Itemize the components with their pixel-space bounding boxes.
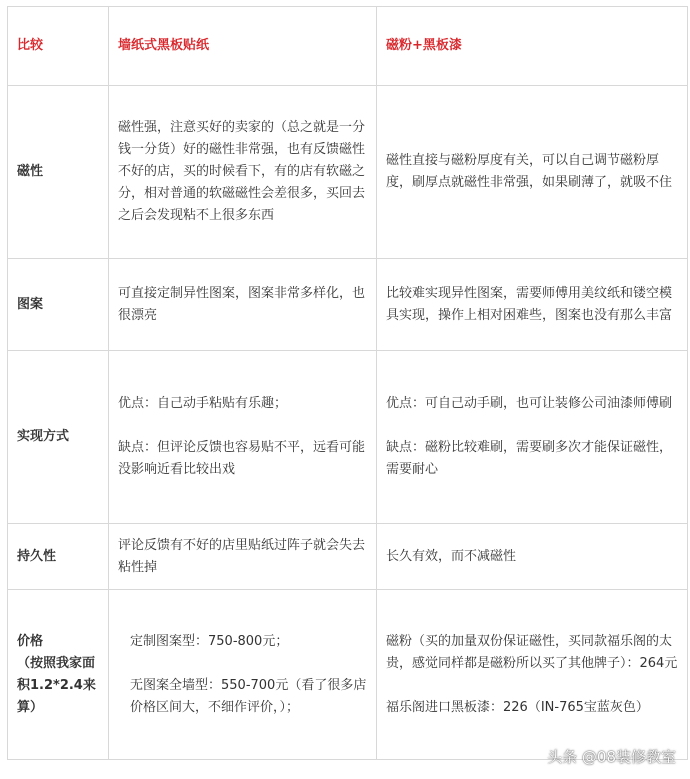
cell-sticker-magnetism <box>109 86 377 259</box>
header-row <box>8 7 688 86</box>
comparison-table <box>7 6 688 760</box>
row-magnetism <box>8 86 688 259</box>
cell-paint-durability <box>377 524 688 590</box>
row-method <box>8 351 688 524</box>
cell-sticker-method <box>109 351 377 524</box>
header-sticker: 墙纸式黑板贴纸 <box>109 7 377 86</box>
row-label-price <box>8 590 109 760</box>
row-label-pattern: 图案 <box>8 259 109 351</box>
cell-paint-pattern <box>377 259 688 351</box>
header-paint: 磁粉+黑板漆 <box>377 7 688 86</box>
cell-paint-magnetism <box>377 86 688 259</box>
row-durability <box>8 524 688 590</box>
row-price <box>8 590 688 760</box>
cell-text: 可直接定制异性图案，图案非常多样化，也很漂亮 <box>118 285 366 323</box>
cell-text: 优点：可自己动手刷，也可让装修公司油漆师傅刷 <box>386 396 673 411</box>
cell-text: 福乐阁进口黑板漆：226（IN-765宝蓝灰色） <box>386 699 649 715</box>
cell-paint-price <box>377 590 688 760</box>
cell-text: 优点：自己动手粘贴有乐趣； <box>118 396 288 411</box>
cell-text: 磁粉（买的加量双份保证磁性，买同款福乐阁的太贵，感觉同样都是磁粉所以买了其他牌子）：264元 <box>386 633 678 671</box>
cell-sticker-pattern <box>109 259 377 351</box>
cell-text: 磁性强，注意买好的卖家的（总之就是一分钱一分货）好的磁性非常强，也有反馈磁性不好的店，买的时候看下，有的店有软磁之分，相对普通的软磁磁性会差很多，买回去之后会发现粘不上很多东西 <box>118 120 366 223</box>
cell-text: 磁性直接与磁粉厚度有关，可以自己调节磁粉厚度，刷厚点就磁性非常强，如果刷薄了，就吸不住 <box>386 153 673 190</box>
cell-text: 缺点：磁粉比较难刷，需要刷多次才能保证磁性，需要耐心 <box>386 440 673 477</box>
row-label-method: 实现方式 <box>8 351 109 524</box>
cell-text: 长久有效，而不减磁性 <box>386 548 517 564</box>
row-label-durability: 持久性 <box>8 524 109 590</box>
cell-text: 定制图案型：750-800元； <box>130 633 289 649</box>
cell-paint-method <box>377 351 688 524</box>
row-label-magnetism: 磁性 <box>8 86 109 259</box>
cell-text: 无图案全墙型：550-700元（看了很多店价格区间大，不细作评价，）； <box>130 677 367 715</box>
cell-text: 比较难实现异性图案，需要师傅用美纹纸和镂空模具实现，操作上相对困难些，图案也没有那么丰富 <box>386 285 673 323</box>
header-compare: 比较 <box>8 7 109 86</box>
cell-sticker-price <box>109 590 377 760</box>
cell-sticker-durability <box>109 524 377 590</box>
watermark: 头条 @08装修教室 <box>547 748 676 766</box>
row-label-price-title: 价格 <box>17 633 44 649</box>
cell-text: 评论反馈有不好的店里贴纸过阵子就会失去粘性掉 <box>118 537 366 575</box>
row-label-price-note: （按照我家面积1.2*2.4来算） <box>17 655 96 715</box>
row-pattern <box>8 259 688 351</box>
cell-text: 缺点：但评论反馈也容易贴不平，远看可能没影响近看比较出戏 <box>118 440 366 477</box>
